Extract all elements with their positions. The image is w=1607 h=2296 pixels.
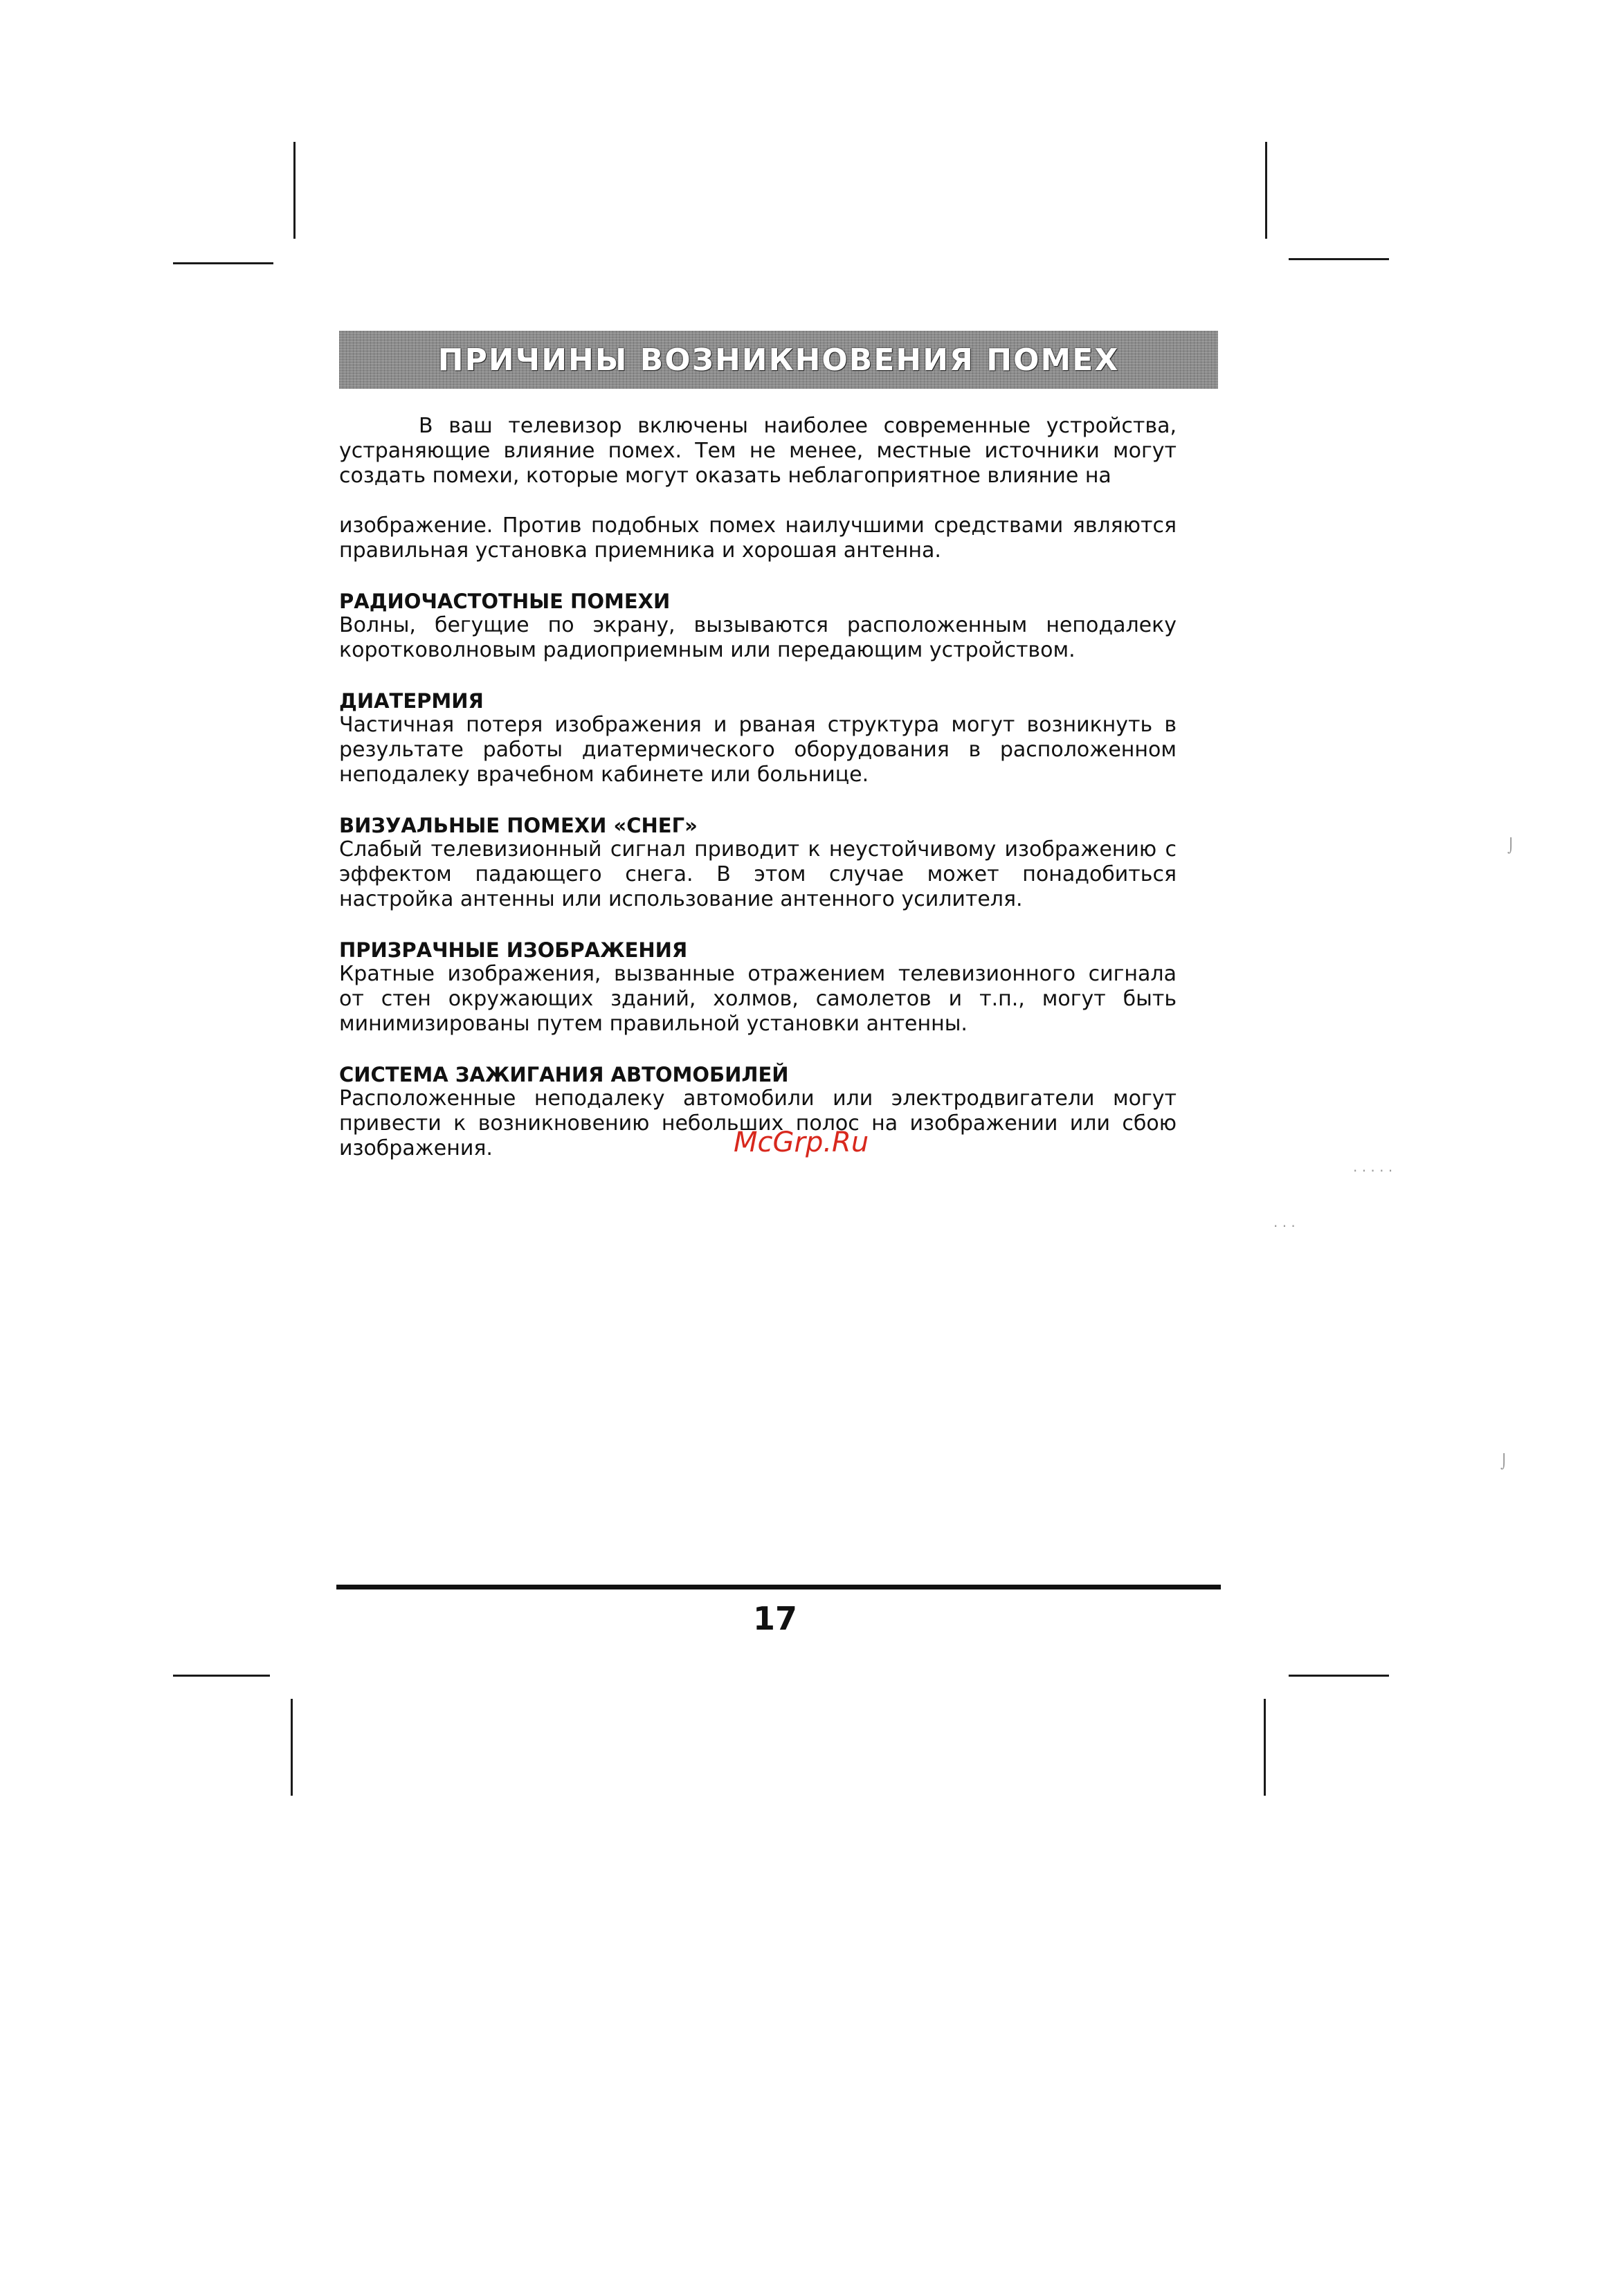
section-heading: ПРИЗРАЧНЫЕ ИЗОБРАЖЕНИЯ bbox=[339, 938, 688, 962]
section-heading: РАДИОЧАСТОТНЫЕ ПОМЕХИ bbox=[339, 590, 671, 613]
crop-mark-top-right-horizontal bbox=[1289, 258, 1389, 260]
document-body bbox=[339, 414, 1177, 1161]
intro-paragraph-1: В ваш телевизор включены наиболее современные устройства, устраняющие влияние помех. Тем не менее, местные источники могут создать помехи, которые могут оказать неблагоприятное влияние на bbox=[339, 414, 1177, 488]
crop-mark-bottom-right-horizontal bbox=[1289, 1675, 1389, 1677]
section-text: Слабый телевизионный сигнал приводит к неустойчивому изображению с эффектом падающего снега. В этом случае может понадобиться настройка антенны или использование антенного усилителя. bbox=[339, 837, 1177, 911]
footer-rule bbox=[336, 1585, 1221, 1589]
section-heading: СИСТЕМА ЗАЖИГАНИЯ АВТОМОБИЛЕЙ bbox=[339, 1063, 789, 1086]
watermark: McGrp.Ru bbox=[734, 1127, 869, 1158]
scan-speck: ⌡ bbox=[1507, 837, 1515, 854]
page-title-banner bbox=[339, 331, 1218, 389]
crop-mark-bottom-right-vertical bbox=[1264, 1699, 1266, 1796]
page-title: ПРИЧИНЫ ВОЗНИКНОВЕНИЯ ПОМЕХ bbox=[437, 342, 1120, 378]
section-text: Частичная потеря изображения и рваная структура могут возникнуть в результате работы диатермического оборудования в расположенном неподалеку врачебном кабинете или больнице. bbox=[339, 713, 1177, 787]
section-text: Волны, бегущие по экрану, вызываются расположенным неподалеку коротковолновым радиоприемным или передающим устройством. bbox=[339, 613, 1177, 662]
scan-speck: ⌡ bbox=[1500, 1453, 1508, 1470]
section-ghost-images bbox=[339, 938, 1177, 1037]
section-snow-interference bbox=[339, 814, 1177, 912]
section-diathermy bbox=[339, 689, 1177, 787]
crop-mark-top-right-vertical bbox=[1265, 142, 1267, 239]
crop-mark-bottom-left-horizontal bbox=[173, 1675, 270, 1677]
scan-speck: · · · · · bbox=[1353, 1163, 1393, 1179]
section-radio-interference bbox=[339, 590, 1177, 663]
intro-paragraph-2: изображение. Против подобных помех наилучшими средствами являются правильная установка приемника и хорошая антенна. bbox=[339, 513, 1177, 563]
page-number: 17 bbox=[752, 1600, 797, 1637]
scan-speck: · · · bbox=[1273, 1218, 1296, 1234]
crop-mark-bottom-left-vertical bbox=[291, 1699, 293, 1796]
section-heading: ВИЗУАЛЬНЫЕ ПОМЕХИ «СНЕГ» bbox=[339, 814, 698, 837]
section-heading: ДИАТЕРМИЯ bbox=[339, 689, 484, 713]
crop-mark-top-left-horizontal bbox=[173, 262, 273, 264]
section-text: Расположенные неподалеку автомобили или электродвигатели могут привести к возникновению небольших полос на изображении или сбою изображения. bbox=[339, 1086, 1177, 1160]
section-text: Кратные изображения, вызванные отражением телевизионного сигнала от стен окружающих зданий, холмов, самолетов и т.п., могут быть минимизированы путем правильной установки антенны. bbox=[339, 962, 1177, 1036]
crop-mark-top-left-vertical bbox=[293, 142, 296, 239]
